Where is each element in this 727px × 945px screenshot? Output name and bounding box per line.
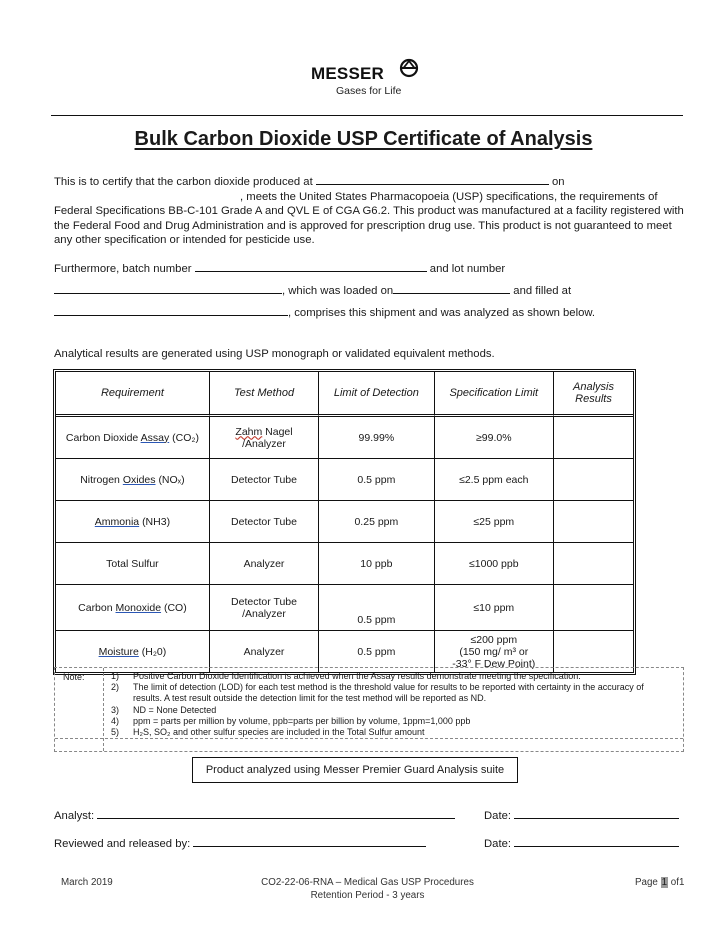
intro-line-3: Federal Specifications BB-C-101 Grade A and QVL E of CGA G6.2. This product was manufactured at a facility registered with: [54, 205, 684, 217]
reviewer-date-field[interactable]: [514, 836, 679, 847]
reviewer-date-line: Date:: [484, 836, 679, 850]
notes-list: [111, 671, 671, 738]
lot-number-field[interactable]: [54, 283, 282, 294]
test-method-cell: Detector Tube: [210, 459, 319, 501]
footer-doc-id: CO2-22-06-RNA – Medical Gas USP Procedures: [261, 877, 474, 888]
footer-retention: Retention Period - 3 years: [310, 889, 425, 901]
lod-cell: 10 ppb: [319, 543, 434, 585]
loaded-date-field[interactable]: [393, 283, 510, 294]
footer-doc-info: [200, 877, 535, 902]
note-item: 1) Positive Carbon Dioxide Identification is achieved when the Assay results demonstrate meeting the specification.: [111, 671, 581, 681]
test-method-cell: Analyzer: [210, 543, 319, 585]
reviewer-signature-line: Reviewed and released by:: [54, 836, 426, 850]
test-method-cell: Analyzer: [210, 631, 319, 672]
batch-line-2: , which was loaded on and filled at: [54, 283, 571, 297]
note-item: 5) H₂S, SO₂ and other sulfur species are included in the Total Sulfur amount: [111, 727, 425, 738]
col-header-limit-of-detection: Limit of Detection: [319, 372, 434, 417]
fill-location-field[interactable]: [54, 305, 288, 316]
col-header-requirement: Requirement: [56, 372, 210, 417]
table-row: [56, 501, 633, 543]
requirement-cell: Ammonia (NH3): [56, 501, 210, 543]
messer-logo: [311, 58, 431, 100]
note-item: 3) ND = None Detected: [111, 704, 217, 715]
notes-box: [54, 667, 684, 752]
table-row: [56, 631, 633, 672]
table-row: [56, 417, 633, 459]
lod-cell: 0.5 ppm: [319, 631, 434, 672]
spec-cell: ≤2.5 ppm each: [435, 459, 554, 501]
col-header-test-method: Test Method: [210, 372, 319, 417]
col-header-analysis-results: Analysis Results: [554, 372, 633, 417]
spec-cell: ≤1000 ppb: [435, 543, 554, 585]
spec-cell: ≥99.0%: [435, 417, 554, 459]
analysis-suite-box: Product analyzed using Messer Premier Guard Analysis suite: [192, 757, 518, 783]
messer-emblem-icon: [399, 58, 419, 78]
requirement-cell: Moisture (H₂0): [56, 631, 210, 672]
requirement-cell: Carbon Dioxide Assay (CO₂): [56, 417, 210, 459]
table-header-row: [56, 372, 633, 417]
table-row: [56, 459, 633, 501]
reviewer-field[interactable]: [193, 836, 426, 847]
certification-paragraph: [54, 174, 684, 248]
table-row: [56, 585, 633, 631]
footer-page-number: Page 1 of1: [635, 877, 685, 888]
requirement-cell: Nitrogen Oxides (NOₓ): [56, 459, 210, 501]
header-divider: [51, 115, 683, 116]
test-method-cell: Detector Tube /Analyzer: [210, 585, 319, 631]
col-header-specification-limit: Specification Limit: [435, 372, 554, 417]
analyst-date-field[interactable]: [514, 808, 679, 819]
analyst-field[interactable]: [97, 808, 455, 819]
note-item: 2) The limit of detection (LOD) for each test method is the threshold value for results to be reported with certainty in the accuracy of results. A test result outside the detection limit for the test method will be reported as ND.: [111, 682, 644, 704]
intro-line-5: any other specification or intended for pesticide use.: [54, 234, 315, 246]
footer-date: March 2019: [61, 877, 113, 888]
analyst-date-line: Date:: [484, 808, 679, 822]
result-cell[interactable]: [554, 543, 633, 585]
intro-line-1: This is to certify that the carbon dioxide produced at on: [54, 176, 565, 188]
analysis-results-table: [53, 369, 636, 675]
methods-note: Analytical results are generated using USP monograph or validated equivalent methods.: [54, 348, 495, 360]
batch-line-3: , comprises this shipment and was analyzed as shown below.: [54, 305, 595, 319]
spec-cell: ≤10 ppm: [435, 585, 554, 631]
table-row: [56, 543, 633, 585]
production-site-field[interactable]: [316, 174, 549, 185]
requirement-cell: Carbon Monoxide (CO): [56, 585, 210, 631]
lod-cell: 0.5 ppm: [319, 459, 434, 501]
result-cell[interactable]: [554, 417, 633, 459]
current-page: 1: [661, 877, 668, 888]
lod-cell: 0.5 ppm: [319, 585, 434, 631]
result-cell[interactable]: [554, 631, 633, 672]
notes-label: Note:: [63, 672, 85, 682]
test-method-cell: Zahm Nagel /Analyzer: [210, 417, 319, 459]
intro-line-4: the Federal Food and Drug Administration and is approved for prescription drug use. This product is not guaranteed to meet: [54, 219, 672, 232]
note-item: 4) ppm = parts per million by volume, ppb=parts per billion by volume, 1ppm=1,000 ppb: [111, 715, 471, 726]
result-cell[interactable]: [554, 585, 633, 631]
brand-tagline: Gases for Life: [336, 85, 402, 97]
page-title: Bulk Carbon Dioxide USP Certificate of Analysis: [134, 128, 593, 150]
intro-line-2: , meets the United States Pharmacopoeia (USP) specifications, the requirements of: [240, 190, 658, 203]
lod-cell: 0.25 ppm: [319, 501, 434, 543]
lod-cell: 99.99%: [319, 417, 434, 459]
batch-line-1: Furthermore, batch number and lot number: [54, 263, 506, 275]
result-cell[interactable]: [554, 501, 633, 543]
analyst-signature-line: Analyst:: [54, 808, 455, 822]
brand-name: MESSER: [311, 64, 384, 83]
spec-cell: ≤200 ppm (150 mg/ m³ or -33° F Dew Point): [435, 631, 554, 672]
result-cell[interactable]: [554, 459, 633, 501]
spec-cell: ≤25 ppm: [435, 501, 554, 543]
batch-number-field[interactable]: [195, 261, 427, 272]
requirement-cell: Total Sulfur: [56, 543, 210, 585]
test-method-cell: Detector Tube: [210, 501, 319, 543]
